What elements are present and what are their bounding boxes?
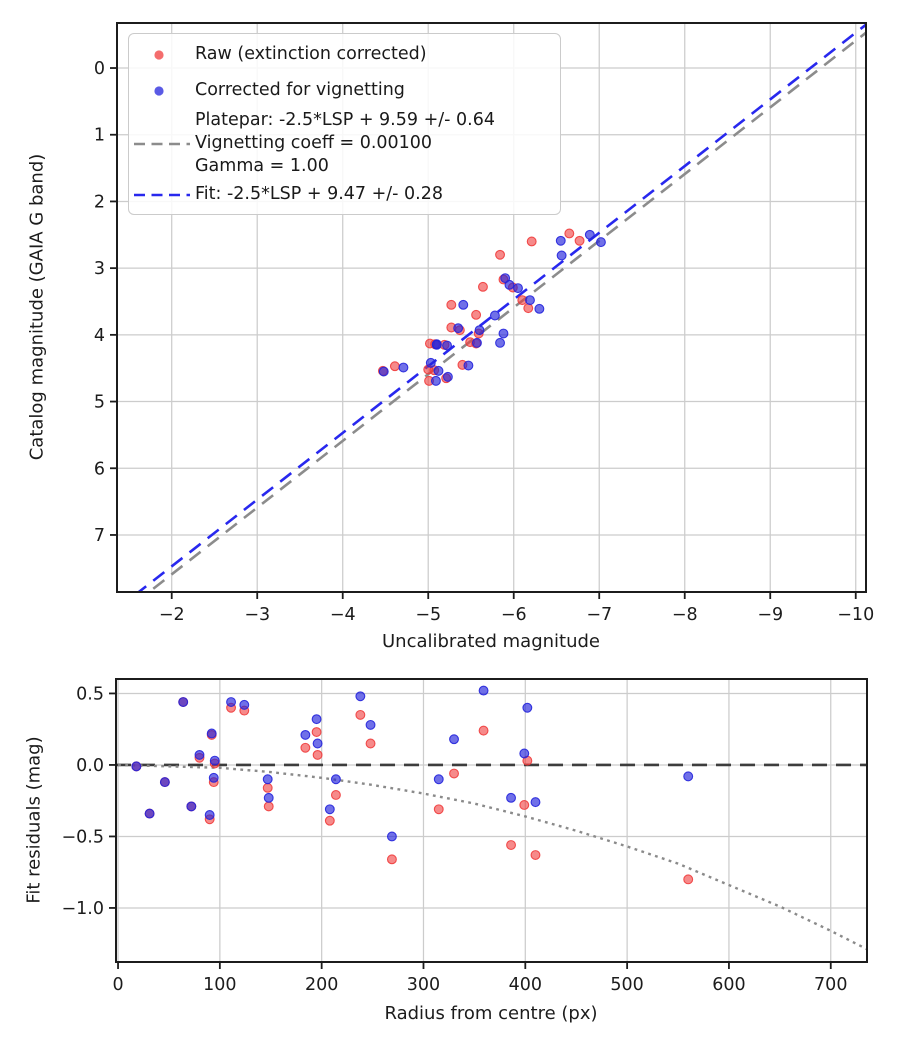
legend-entry-raw (129, 38, 560, 71)
legend-label-fit: Fit: -2.5*LSP + 9.47 +/- 0.28 (195, 184, 443, 204)
svg-text:4: 4 (93, 325, 105, 346)
svg-text:−6: −6 (500, 605, 527, 625)
svg-text:−7: −7 (586, 605, 613, 625)
legend-label-raw: Raw (extinction corrected) (195, 44, 427, 64)
svg-text:−10: −10 (837, 605, 875, 625)
legend-entry-fit (129, 181, 560, 208)
svg-text:5: 5 (93, 392, 105, 413)
svg-text:7: 7 (93, 525, 105, 546)
svg-text:−0.5: −0.5 (61, 827, 104, 848)
svg-text:0.5: 0.5 (76, 684, 104, 705)
bottom-xaxis-label: Radius from centre (px) (384, 1003, 598, 1024)
legend-entry-platepar (129, 109, 560, 178)
svg-text:0: 0 (93, 59, 105, 80)
legend-label-corrected: Corrected for vignetting (195, 80, 405, 100)
svg-text:200: 200 (304, 975, 339, 995)
svg-text:300: 300 (406, 975, 441, 995)
svg-text:−5: −5 (415, 605, 442, 625)
svg-text:1: 1 (93, 125, 105, 146)
legend-platepar-line3: Gamma = 1.00 (195, 156, 329, 176)
svg-text:−9: −9 (757, 605, 784, 625)
platepar-dash-marker-icon (129, 137, 195, 151)
fit-dash-marker-icon (129, 188, 195, 202)
svg-text:0.0: 0.0 (76, 755, 104, 776)
svg-text:700: 700 (814, 975, 848, 995)
svg-text:−8: −8 (671, 605, 698, 625)
svg-text:−1.0: −1.0 (61, 898, 104, 919)
svg-text:500: 500 (610, 975, 644, 995)
svg-text:0: 0 (112, 975, 124, 995)
svg-text:600: 600 (712, 975, 746, 995)
subplot-1 (62, 679, 868, 995)
corrected-dot-icon (154, 86, 163, 95)
raw-scatter-marker-icon (129, 48, 195, 62)
legend-label-platepar (195, 109, 495, 178)
top-yaxis-label: Catalog magnitude (GAIA G band) (26, 153, 48, 461)
legend-platepar-line2: Vignetting coeff = 0.00100 (195, 133, 433, 153)
svg-text:2: 2 (93, 192, 105, 213)
raw-dot-icon (154, 50, 163, 59)
corrected-scatter-marker-icon (129, 84, 195, 98)
svg-text:−3: −3 (244, 605, 271, 625)
svg-text:−4: −4 (329, 605, 356, 625)
bottom-yaxis-label: Fit residuals (mag) (23, 736, 45, 904)
svg-text:−2: −2 (158, 605, 185, 625)
svg-text:100: 100 (203, 975, 237, 995)
legend-entry-corrected (129, 74, 560, 107)
legend-platepar-line1: Platepar: -2.5*LSP + 9.59 +/- 0.64 (195, 110, 495, 130)
svg-text:3: 3 (93, 259, 105, 280)
svg-text:6: 6 (93, 459, 105, 480)
top-xaxis-label: Uncalibrated magnitude (381, 631, 601, 652)
svg-text:400: 400 (508, 975, 543, 995)
legend (128, 33, 561, 215)
